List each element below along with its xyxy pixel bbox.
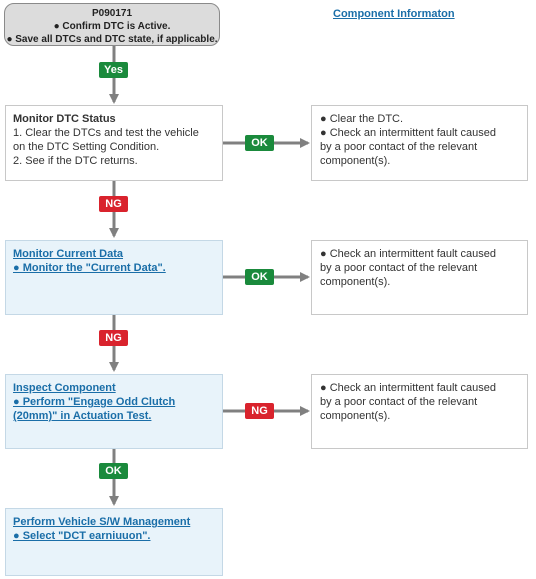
step-title-link[interactable]: Perform Vehicle S/W Management [13,516,191,528]
step-sw-management [5,508,223,576]
result-line: component(s). [320,155,391,167]
ng-badge: NG [99,196,128,212]
result-line: ● Check an intermittent fault caused [320,248,497,260]
step-line-link[interactable]: ● Select "DCT earniuuon". [13,530,151,542]
step-line-link[interactable]: ● Monitor the "Current Data". [13,262,166,274]
dtc-code: P090171 [91,8,133,19]
ok-badge: OK [245,269,274,285]
result-line: by a poor contact of the relevant [320,396,478,408]
step-line: on the DTC Setting Condition. [13,141,160,153]
step-line-link[interactable]: ● Perform "Engage Odd Clutch [13,396,176,408]
step-monitor-dtc-status [5,105,223,181]
step-line: 2. See if the DTC returns. [13,155,138,167]
step-line-link[interactable]: (20mm)" in Actuation Test. [13,410,152,422]
ok-badge: OK [245,135,274,151]
step-title: Monitor DTC Status [13,113,116,125]
result-box-1 [311,105,528,181]
step-title-link[interactable]: Monitor Current Data [13,248,123,260]
yes-badge: Yes [99,62,128,78]
ok-badge: OK [99,463,128,479]
result-line: by a poor contact of the relevant [320,262,478,274]
start-node [4,3,220,46]
result-line: ● Check an intermittent fault caused [320,127,497,139]
step-line: 1. Clear the DTCs and test the vehicle [13,127,199,139]
result-line: component(s). [320,276,391,288]
start-line-1: ● Confirm DTC is Active. [53,21,171,32]
ng-badge: NG [245,403,274,419]
result-line: by a poor contact of the relevant [320,141,478,153]
result-line: ● Clear the DTC. [320,113,404,125]
start-line-2: ● Save all DTCs and DTC state, if applicable. [6,34,218,45]
component-information-link[interactable]: Component Informaton [333,8,455,20]
result-box-2 [311,240,528,315]
result-box-3 [311,374,528,449]
step-title-link[interactable]: Inspect Component [13,382,116,394]
step-monitor-current-data [5,240,223,315]
ng-badge: NG [99,330,128,346]
result-line: ● Check an intermittent fault caused [320,382,497,394]
result-line: component(s). [320,410,391,422]
step-inspect-component [5,374,223,449]
